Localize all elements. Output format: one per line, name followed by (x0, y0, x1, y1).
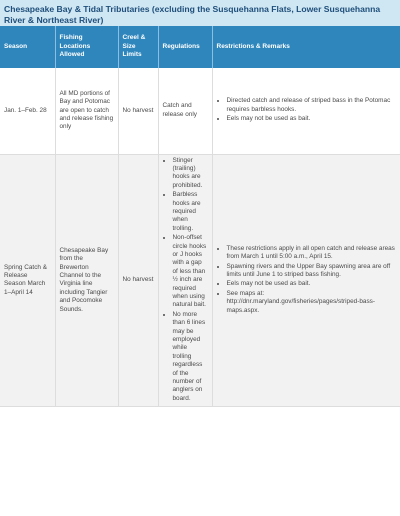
remark-item: • See maps at: http://dnr.maryland.gov/fisheries/pages/striped-bass-maps.aspx. (227, 290, 397, 315)
header-remarks: Restrictions & Remarks (212, 26, 400, 68)
regulations-cell (158, 154, 212, 407)
remark-item: • Eels may not be used as bait. (227, 115, 397, 123)
season-cell: Spring Catch & Release Season March 1–April 14 (0, 154, 55, 407)
remark-item: • Directed catch and release of striped bass in the Potomac requires barbless hooks. (227, 97, 397, 114)
header-regulations: Regulations (158, 26, 212, 68)
table-title: Chesapeake Bay & Tidal Tributaries (excluding the Susquehanna Flats, Lower Susquehanna River & Northeast River) (0, 0, 400, 26)
remark-item: • These restrictions apply in all open catch and release areas from March 1 until 5:00 a.m., April 15. (227, 245, 397, 262)
header-row (0, 26, 400, 68)
header-season: Season (0, 26, 55, 68)
table-row (0, 154, 400, 407)
header-locations: Fishing Locations Allowed (55, 26, 118, 68)
remark-item: • Eels may not be used as bait. (227, 280, 397, 288)
season-cell: Jan. 1–Feb. 28 (0, 68, 55, 154)
creel-cell: No harvest (118, 68, 158, 154)
header-creel: Creel & Size Limits (118, 26, 158, 68)
locations-cell: All MD portions of Bay and Potomac are open to catch and release fishing only (55, 68, 118, 154)
remarks-list (217, 245, 397, 315)
regulations-table (0, 26, 400, 407)
regulation-item: • Non-offset circle hooks or J hooks with a gap of less than ½ inch are required when using natural bait. (173, 234, 208, 310)
locations-cell: Chesapeake Bay from the Brewerton Channel to the Virginia line including Tangier and Pocomoke Sounds. (55, 154, 118, 407)
regulation-item: • No more than 6 lines may be employed while trolling regardless of the number of anglers on board. (173, 311, 208, 403)
regulations-list (163, 157, 208, 404)
creel-cell: No harvest (118, 154, 158, 407)
remark-item: • Spawning rivers and the Upper Bay spawning area are off limits until June 1 to striped bass fishing. (227, 263, 397, 280)
remarks-cell (212, 154, 400, 407)
regulation-item: • Stinger (trailing) hooks are prohibited. (173, 157, 208, 191)
remarks-list (217, 97, 397, 123)
regulations-cell: Catch and release only (158, 68, 212, 154)
table-row (0, 68, 400, 154)
regulation-item: • Barbless hooks are required when trolling. (173, 191, 208, 233)
remarks-cell (212, 68, 400, 154)
